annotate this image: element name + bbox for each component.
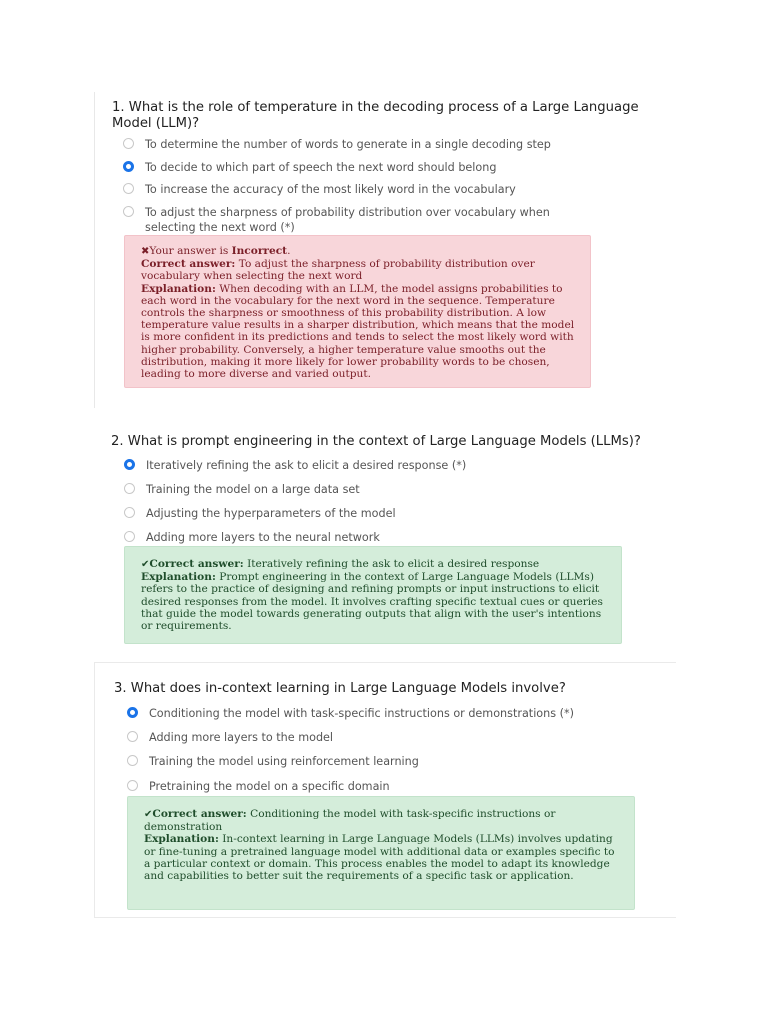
feedback-correct: [127, 796, 635, 910]
result-word: Incorrect: [231, 245, 288, 257]
option-label: Training the model using reinforcement learning: [149, 755, 419, 768]
radio-button[interactable]: [127, 755, 138, 766]
explanation: Explanation: When decoding with an LLM, the model assigns probabilities to each word in the vocabulary for the next word in the sequence. Temperature controls the sharpness or smoothness of this probability distribution. A low temperature value results in a sharper distribution, which means that the model is more confident in its predictions and tends to select the most likely word with higher probability. Conversely, a higher temperature value smooths out the distribution, making it more likely for lower probability words to be chosen, leading to more diverse and varied output.: [141, 282, 575, 381]
option-label: Pretraining the model on a specific domain: [149, 780, 390, 793]
option-label: Iteratively refining the ask to elicit a desired response (*): [146, 459, 467, 472]
option-label: To adjust the sharpness of probability distribution over vocabulary when selecting the next word (*): [145, 206, 550, 234]
option-label: Adjusting the hyperparameters of the model: [146, 507, 396, 520]
checkmark-icon: ✔: [141, 559, 150, 570]
q1-option-3[interactable]: [123, 182, 583, 198]
q1-option-2[interactable]: [123, 160, 583, 176]
option-label: Conditioning the model with task-specific instructions or demonstrations (*): [149, 707, 574, 720]
option-label: Training the model on a large data set: [146, 483, 360, 496]
explanation: Explanation: Prompt engineering in the context of Large Language Models (LLMs) refers to the practice of designing and refining prompts or input instructions to elicit desired responses from the model. It involves crafting specific textual cues or queries that guide the model towards generating outputs that align with the user's intentions or requirements.: [141, 571, 603, 633]
radio-button[interactable]: [123, 138, 134, 149]
option-label: To increase the accuracy of the most likely word in the vocabulary: [145, 183, 516, 196]
q2-option-2[interactable]: [124, 482, 584, 498]
question-3: [94, 662, 676, 918]
q3-option-3[interactable]: [127, 754, 587, 770]
checkmark-icon: ✔: [144, 809, 153, 820]
radio-button[interactable]: [123, 206, 134, 217]
option-label: To determine the number of words to generate in a single decoding step: [145, 138, 551, 151]
radio-button-selected[interactable]: [127, 707, 138, 718]
correct-answer: ✔Correct answer: Iteratively refining the ask to elicit a desired response: [141, 558, 540, 570]
question-2: [94, 420, 684, 660]
radio-button[interactable]: [124, 483, 135, 494]
radio-button-selected[interactable]: [124, 459, 135, 470]
question-1: [94, 92, 684, 408]
q3-option-1[interactable]: [127, 706, 627, 722]
q1-option-1[interactable]: [123, 137, 583, 153]
x-mark-icon: ✖: [141, 246, 150, 257]
radio-button[interactable]: [127, 780, 138, 791]
radio-button-selected[interactable]: [123, 161, 134, 172]
question-2-title: 2. What is prompt engineering in the context of Large Language Models (LLMs)?: [111, 434, 641, 449]
radio-button[interactable]: [123, 183, 134, 194]
radio-button[interactable]: [124, 531, 135, 542]
q2-option-1[interactable]: [124, 458, 584, 474]
correct-answer: ✔Correct answer: Conditioning the model with task-specific instructions or demonstration: [144, 808, 556, 834]
q2-option-3[interactable]: [124, 506, 584, 522]
radio-button[interactable]: [127, 731, 138, 742]
radio-button[interactable]: [124, 507, 135, 518]
correct-answer: Correct answer: To adjust the sharpness of probability distribution over vocabulary when selecting the next word: [141, 258, 535, 283]
feedback-correct: [124, 546, 622, 644]
question-1-title: 1. What is the role of temperature in the decoding process of a Large Language Model (LLM)?: [112, 100, 639, 131]
q1-option-4[interactable]: [123, 205, 583, 237]
q2-option-4[interactable]: [124, 530, 584, 546]
q3-option-4[interactable]: [127, 779, 587, 795]
q3-option-2[interactable]: [127, 730, 587, 746]
result-line: ✖Your answer is Incorrect.: [141, 245, 291, 257]
feedback-incorrect: [124, 235, 591, 388]
question-3-title: 3. What does in-context learning in Large Language Models involve?: [114, 681, 566, 696]
option-label: Adding more layers to the model: [149, 731, 334, 744]
option-label: Adding more layers to the neural network: [146, 531, 380, 544]
explanation: Explanation: In-context learning in Large Language Models (LLMs) involves updating or fine-tuning a pretrained language model with additional data or examples specific to a particular context or domain. This process enables the model to adapt its knowledge and capabilities to better suit the requirements of a specific task or application.: [144, 833, 615, 883]
option-label: To decide to which part of speech the next word should belong: [145, 161, 497, 174]
